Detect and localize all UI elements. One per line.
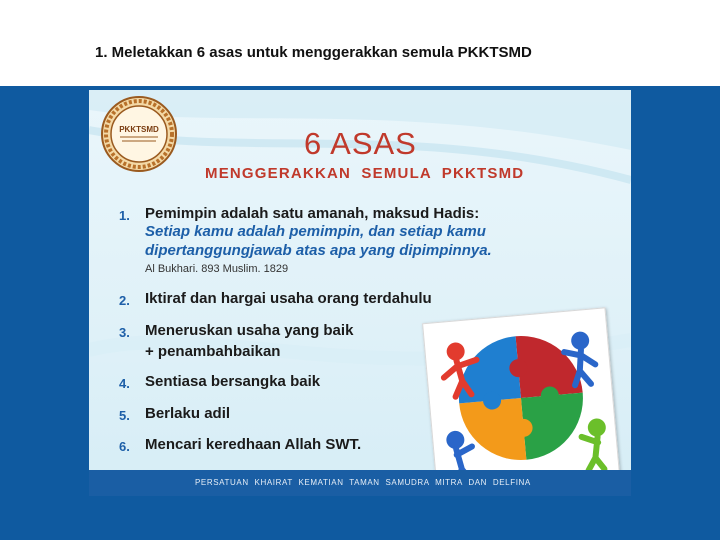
- footer-text: PERSATUAN KHAIRAT KEMATIAN TAMAN SAMUDRA MITRA DAN DELFINA: [195, 478, 531, 487]
- puzzle-teamwork-illustration: [422, 307, 620, 489]
- hadith-line: Setiap kamu adalah pemimpin, dan setiap kamu: [145, 223, 486, 240]
- list-item: Pemimpin adalah satu amanah, maksud Hadis:: [145, 205, 480, 222]
- list-item-continuation: + penambahbaikan: [145, 343, 281, 360]
- item-number: 4.: [119, 376, 130, 391]
- hadith-quote: [145, 222, 545, 260]
- pkktsmd-seal-logo: [100, 95, 178, 173]
- slide: [89, 90, 631, 496]
- item-number: 2.: [119, 293, 130, 308]
- item-number: 5.: [119, 408, 130, 423]
- list-item: Sentiasa bersangka baik: [145, 373, 321, 390]
- hadith-reference: Al Bukhari. 893 Muslim. 1829: [145, 263, 289, 275]
- list-item: Mencari keredhaan Allah SWT.: [145, 436, 362, 453]
- item-number: 3.: [119, 325, 130, 340]
- slide-title: 6 ASAS: [304, 126, 417, 161]
- heading-area: [0, 0, 720, 86]
- svg-text:PKKTSMD: PKKTSMD: [119, 125, 159, 134]
- item-number: 1.: [119, 208, 130, 223]
- hadith-line: dipertanggungjawab atas apa yang dipimpinnya.: [145, 242, 492, 259]
- page-heading: 1. Meletakkan 6 asas untuk menggerakkan semula PKKTSMD: [95, 44, 532, 61]
- footer-bar: [89, 470, 631, 496]
- item-number: 6.: [119, 439, 130, 454]
- list-item: Iktiraf dan hargai usaha orang terdahulu: [145, 290, 432, 307]
- list-item: Meneruskan usaha yang baik: [145, 322, 354, 339]
- list-item: Berlaku adil: [145, 405, 231, 422]
- puzzle-icon: [423, 308, 619, 488]
- slide-subtitle: MENGGERAKKAN SEMULA PKKTSMD: [205, 165, 525, 182]
